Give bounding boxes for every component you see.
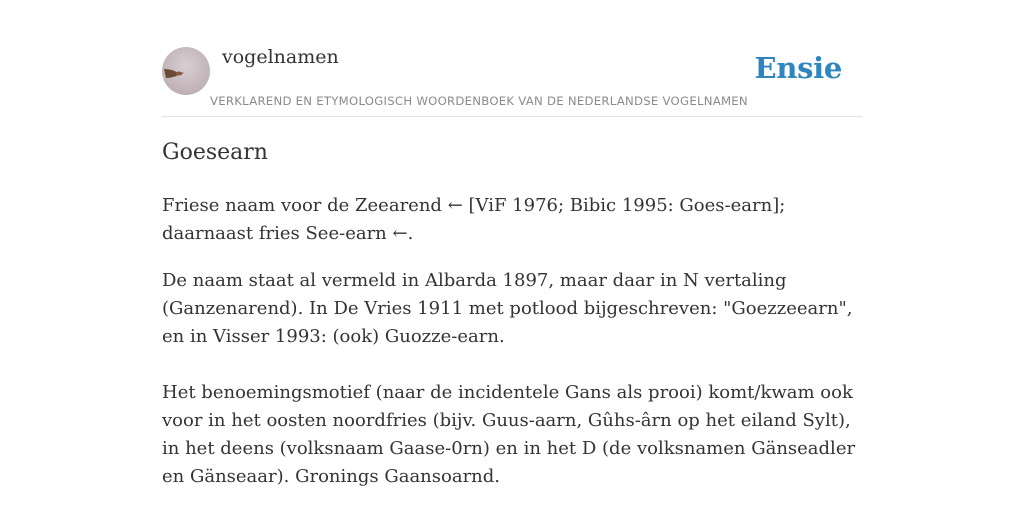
page (162, 0, 862, 487)
entry-content (162, 192, 862, 491)
entry-paragraph: Het benoemingsmotief (naar de incidentele Gans als prooi) komt/kwam ook voor in het oosten noordfries (bijv. Guus-aarn, Gûhs-ârn op het eiland Sylt), in het deens (volksnaam Gaase-0rn) en in het D (de volksnamen Gänseadler en Gänseaar). Gronings Gaansoarnd. (162, 382, 856, 487)
cross-reference-arrow-icon[interactable]: ← (392, 223, 408, 244)
entry-paragraph: De naam staat al vermeld in Albarda 1897, maar daar in N vertaling (Ganzenarend). In De Vries 1911 met potlood bijgeschreven: "Goezzeearn", en in Visser 1993: (ook) Guozze-earn. (162, 270, 853, 347)
entry-title: Goesearn (162, 140, 268, 165)
entry-paragraph (162, 192, 862, 248)
site-name-link[interactable]: vogelnamen (222, 46, 339, 68)
paragraph-text: Friese naam voor de Zeearend (162, 195, 442, 216)
site-header (162, 0, 862, 117)
cross-reference-arrow-icon[interactable]: ← (447, 195, 463, 216)
ensie-logo-link[interactable]: Ensie (754, 51, 842, 85)
paragraph-text: . (407, 223, 414, 244)
paragraph-text: [ViF 1976; Bibic 1995: Goes-earn]; daarnaast fries See-earn (162, 195, 786, 244)
site-subtitle: VERKLAREND EN ETYMOLOGISCH WOORDENBOEK VAN DE NEDERLANDSE VOGELNAMEN (210, 94, 748, 108)
bird-avatar-icon (162, 47, 210, 95)
site-avatar[interactable] (162, 47, 210, 95)
